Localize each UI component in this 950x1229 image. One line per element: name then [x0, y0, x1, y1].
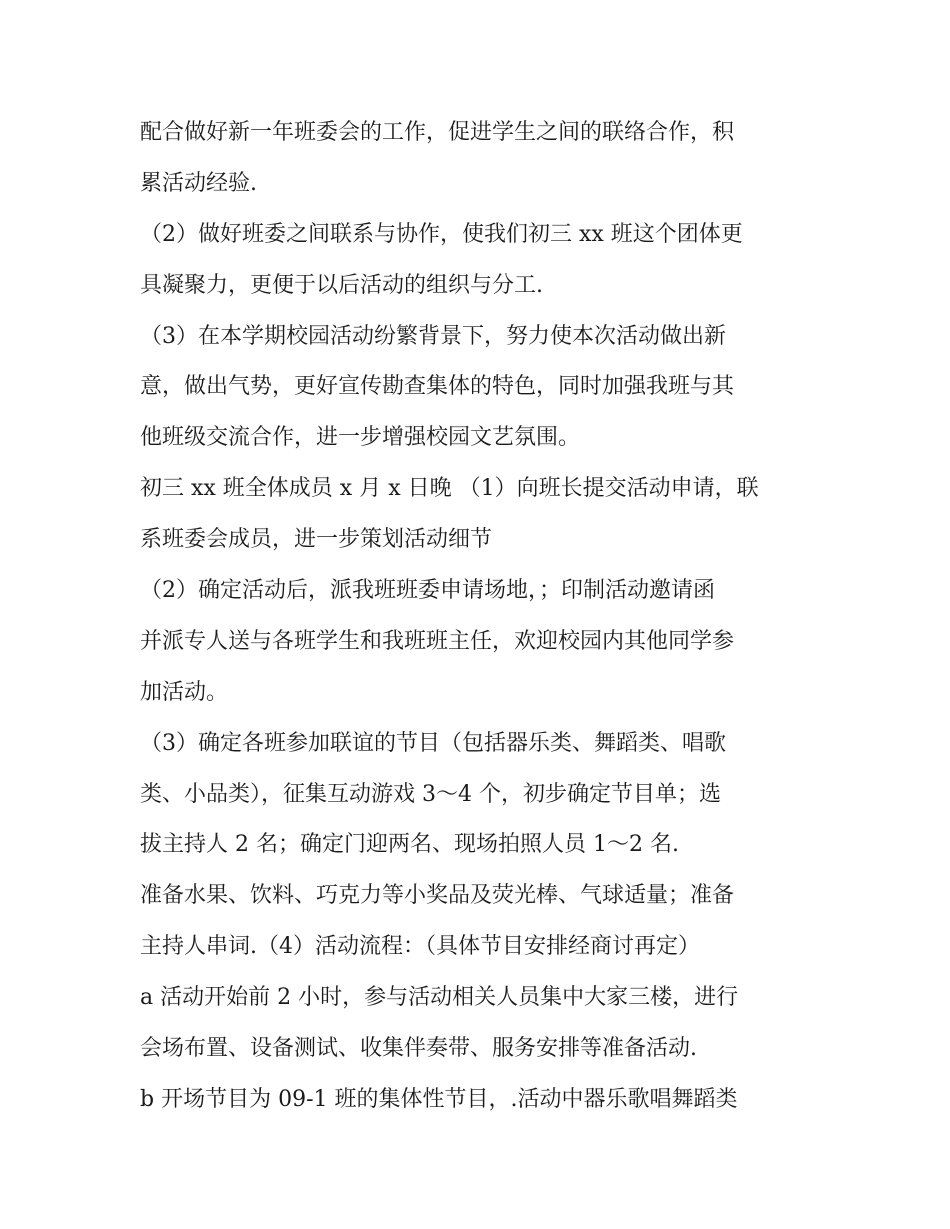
text-line: 主持人串词.（4）活动流程：（具体节目安排经商讨再定） — [140, 934, 700, 960]
text-line: 配合做好新一年班委会的工作，促进学生之间的联络合作，积 — [140, 120, 735, 145]
text-line: 加活动。 — [140, 679, 229, 705]
text-line: 类、小品类），征集互动游戏 3～4 个，初步确定节目单；选 — [140, 781, 721, 807]
text-line: 准备水果、饮料、巧克力等小奖品及荧光棒、气球适量；准备 — [140, 883, 735, 909]
text-line: 会场布置、设备测试、收集伴奏带、服务安排等准备活动. — [140, 1036, 697, 1062]
text-line: （2）做好班委之间联系与协作，使我们初三 xx 班这个团体更 — [140, 221, 743, 247]
text-line: 累活动经验. — [140, 170, 257, 196]
text-line: 并派专人送与各班学生和我班班主任，欢迎校园内其他同学参 — [140, 628, 735, 654]
text-line: a 活动开始前 2 小时，参与活动相关人员集中大家三楼，进行 — [140, 985, 739, 1011]
text-line: b 开场节目为 09-1 班的集体性节目，.活动中器乐歌唱舞蹈类 — [140, 1086, 738, 1112]
text-line: 初三 xx 班全体成员 x 月 x 日晚 （1）向班长提交活动申请，联 — [140, 476, 759, 502]
text-line: （2）确定活动后，派我班班委申请场地，；印制活动邀请函 — [140, 578, 715, 604]
text-line: 他班级交流合作，进一步增强校园文艺氛围。 — [140, 425, 581, 451]
text-line: 具凝聚力，更便于以后活动的组织与分工. — [140, 272, 543, 298]
text-line: 系班委会成员，进一步策划活动细节 — [140, 527, 493, 553]
text-line: 意，做出气势，更好宣传勘查集体的特色，同时加强我班与其 — [140, 374, 735, 400]
text-line: 拔主持人 2 名；确定门迎两名、现场拍照人员 1～2 名. — [140, 832, 679, 858]
text-line: （3）确定各班参加联谊的节目（包括器乐类、舞蹈类、唱歌 — [140, 730, 726, 756]
text-line: （3）在本学期校园活动纷繁背景下，努力使本次活动做出新 — [140, 323, 726, 349]
document-body — [140, 108, 820, 1126]
